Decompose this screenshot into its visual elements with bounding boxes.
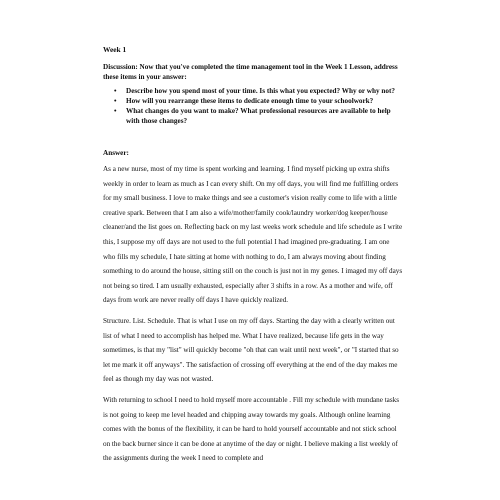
question-item	[114, 96, 403, 106]
answer-heading: Answer:	[103, 149, 129, 157]
bullet-icon: •	[114, 107, 117, 115]
bullet-icon: •	[114, 87, 117, 95]
question-item	[114, 86, 403, 96]
question-item	[114, 106, 403, 126]
bullet-icon: •	[114, 97, 117, 105]
answer-paragraph: Structure. List. Schedule. That is what I use on my off days. Starting the day with a clearly written out list of what I need to accomplish has helped me. What I have realized, because life gets in the way sometimes, is that my "list" will quickly become "oh that can wait until next week", or "I started that so let me mark it off anyways". The satisfaction of crossing off everything at the end of the day makes me feel as though my day was not wasted.	[103, 316, 399, 384]
question-text: How will you rearrange these items to dedicate enough time to your schoolwork?	[126, 97, 374, 105]
question-text: Describe how you spend most of your time. Is this what you expected? Why or why not?	[126, 87, 395, 95]
answer-paragraph: With returning to school I need to hold myself more accountable . Fill my schedule with mundane tasks is not going to keep me level headed and chipping away towards my goals. Although online learning comes with the bonus of the flexibility, it can be hard to hold yourself accountable and not stick school on the back burner since it can be done at anytime of the day or night. I believe making a list weekly of the assignments during the week I need to complete and	[103, 395, 399, 463]
week-heading: Week 1	[103, 45, 127, 54]
question-text: What changes do you want to make? What professional resources are available to help with those changes?	[126, 107, 391, 125]
answer-paragraph: As a new nurse, most of my time is spent working and learning. I find myself picking up extra shifts weekly in order to learn as much as I can every shift. On my off days, you will find me fulfilling orders for my small business. I love to make things and see a customer's vision really come to life with a little creative spark. Between that I am also a wife/mother/family cook/laundry worker/dog keeper/house cleaner/and the list goes on. Reflecting back on my last weeks work schedule and life schedule as I write this, I suppose my off days are not used to the full potential I had imagined pre-graduating. I am one who fills my schedule, I hate sitting at home with nothing to do, I am always moving about finding something to do around the house, sitting still on the couch is just not in my genes. I imaged my off days not being so tired. I am usually exhausted, especially after 3 shifts in a row. As a mother and wife, off days from work are never really off days I have quickly realized.	[103, 165, 403, 305]
document-body	[103, 45, 403, 466]
discussion-prompt: Discussion: Now that you've completed the time management tool in the Week 1 Lesson, address these items in your answer:	[103, 63, 398, 81]
question-list	[103, 86, 403, 126]
